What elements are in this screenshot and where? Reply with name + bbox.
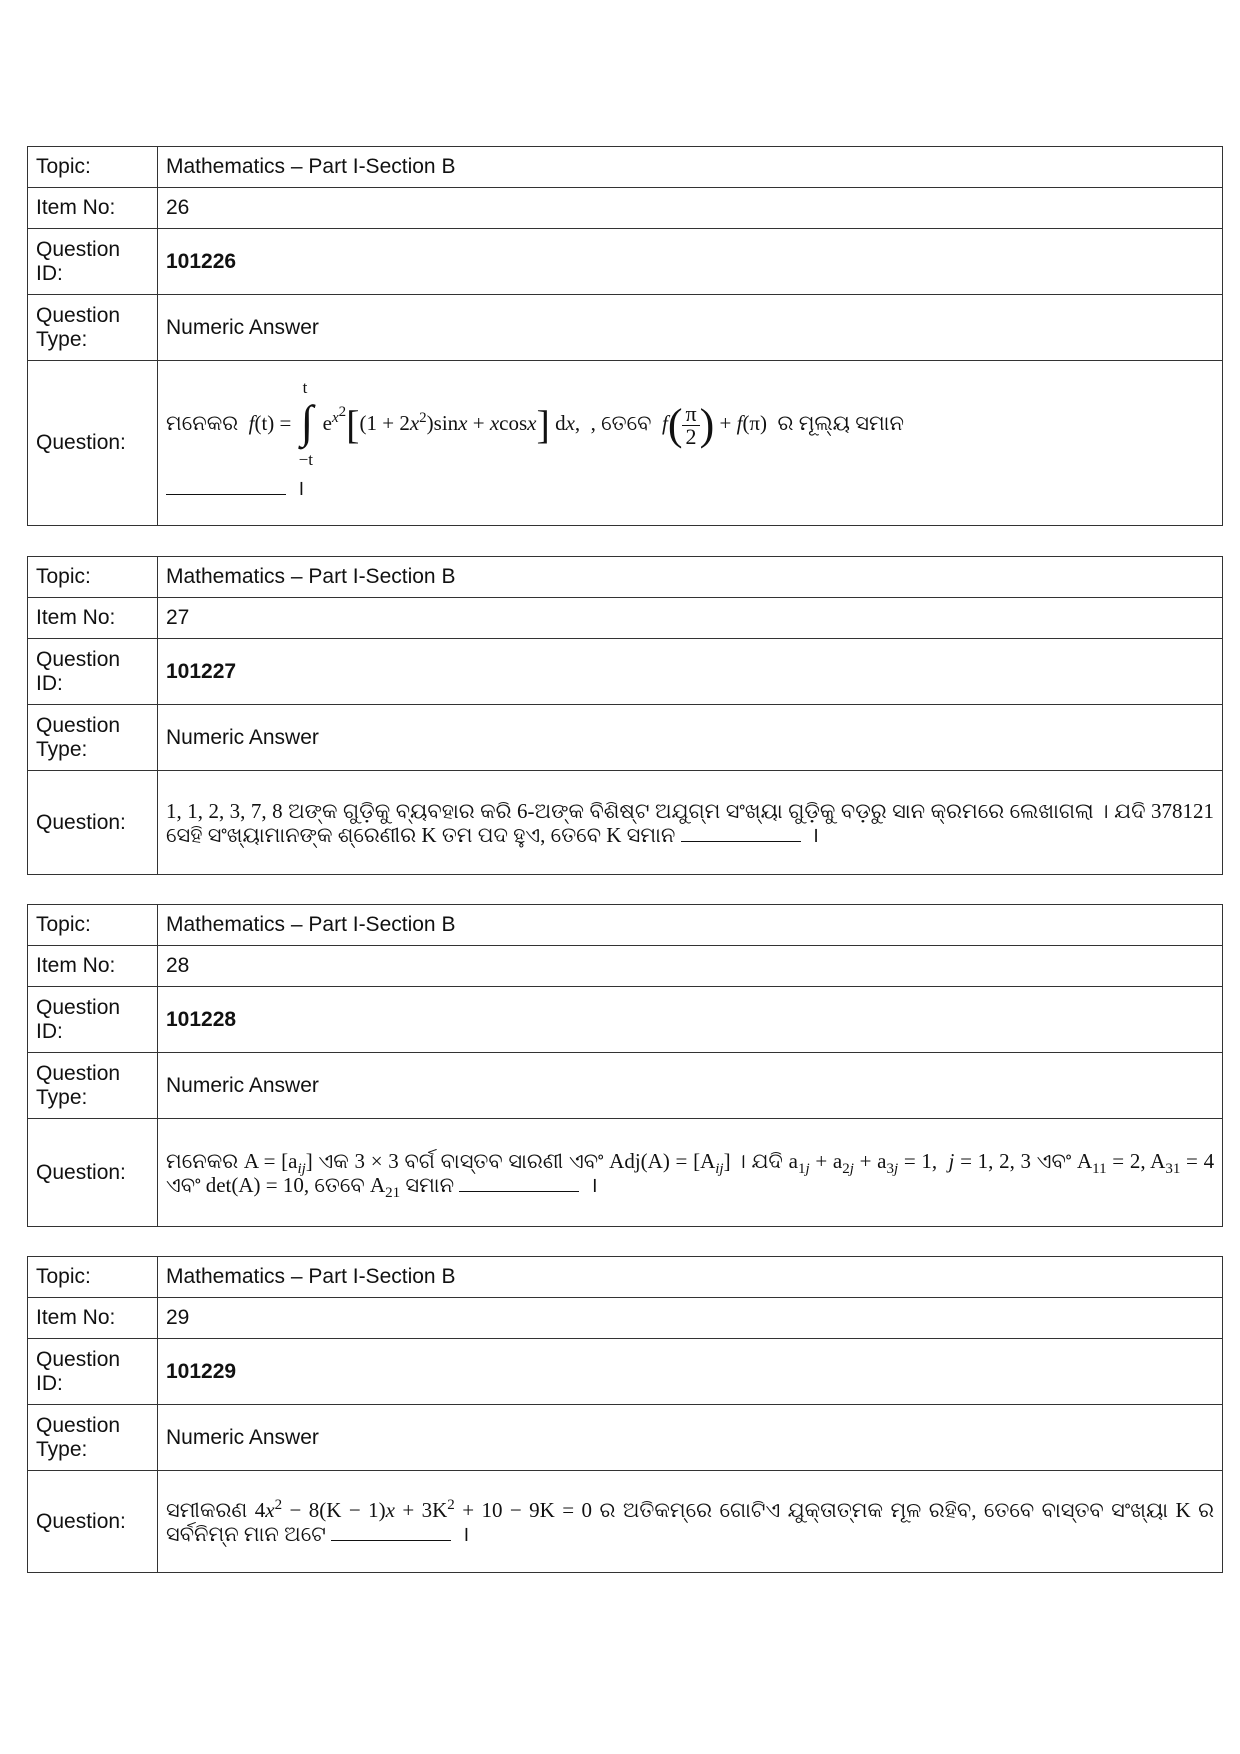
topic-label: Topic: (28, 1257, 158, 1298)
math-expression: f(t) = t ∫ −t $e^{x^2}[(1 + 2x^2)\sin x + xcosx]$ dx, (248, 378, 581, 470)
question-text-part: , ତେବେ (590, 411, 652, 435)
question-text-end: । (296, 476, 305, 500)
topic-label: Topic: (28, 147, 158, 188)
question-text-part: ସମୀକରଣ (166, 1497, 248, 1522)
question-id-value: 101226 (158, 229, 1223, 295)
question-text-end: । (811, 822, 820, 847)
question-table-27 (27, 556, 1223, 875)
question-type-value: Numeric Answer (158, 705, 1223, 771)
math-expression: $A = [a_{ij}]$ (243, 1148, 313, 1177)
topic-value: Mathematics – Part I-Section B (158, 147, 1223, 188)
topic-value: Mathematics – Part I-Section B (158, 1257, 1223, 1298)
question-id-value: 101227 (158, 639, 1223, 705)
question-text-part: ମନେକର (166, 411, 239, 435)
answer-blank (331, 1524, 451, 1541)
math-expression: $A_{11} = 2$, $A_{31} = 4$ (1076, 1148, 1215, 1177)
question-table-26 (27, 146, 1223, 526)
question-text-part: ସମାନ (405, 1172, 455, 1197)
question-id-value: 101228 (158, 987, 1223, 1053)
math-expression: det(A) = 10 (205, 1172, 304, 1197)
question-type-label: Question Type: (28, 1405, 158, 1471)
question-type-value: Numeric Answer (158, 1053, 1223, 1119)
question-table-29 (27, 1256, 1223, 1573)
item-no-value: 26 (158, 188, 1223, 229)
question-table-28 (27, 904, 1223, 1227)
item-no-label: Item No: (28, 188, 158, 229)
question-type-label: Question Type: (28, 705, 158, 771)
question-text (158, 771, 1223, 875)
math-expression: f( $\frac{\pi}{2}$ ) + f(π) (661, 400, 768, 450)
question-text-part: ର ଅତିକମ୍‌ରେ ଗୋଟିଏ ଯୁକ୍ତାତ୍ମକ ମୂଳ ରହିବ, ତେବେ ବାସ୍ତବ ସଂଖ୍ୟା K ର ସର୍ବନିମ୍ନ ମାନ ଅଟେ (166, 1497, 1215, 1546)
math-expression: $a_{1j} + a_{2j} + a_{3j} = 1$, j = 1, 2, 3 (788, 1148, 1032, 1177)
question-text-part: ର ମୂଲ୍ୟ ସମାନ (777, 411, 904, 435)
topic-value: Mathematics – Part I-Section B (158, 905, 1223, 946)
question-label: Question: (28, 771, 158, 875)
question-label: Question: (28, 1119, 158, 1227)
item-no-label: Item No: (28, 1298, 158, 1339)
question-type-value: Numeric Answer (158, 1405, 1223, 1471)
integral-symbol: t ∫ −t (298, 378, 314, 470)
question-id-label: Question ID: (28, 1339, 158, 1405)
question-text-part: ଏକ 3 × 3 ବର୍ଗ ବାସ୍ତବ ସାରଣୀ ଏବଂ (318, 1148, 604, 1173)
question-text-part: , ତେବେ (303, 1172, 365, 1197)
topic-value: Mathematics – Part I-Section B (158, 557, 1223, 598)
question-text-end: । (461, 1521, 470, 1546)
question-text (158, 361, 1223, 526)
question-text-part: । ଯଦି (736, 1148, 783, 1173)
item-no-label: Item No: (28, 598, 158, 639)
question-id-label: Question ID: (28, 639, 158, 705)
topic-label: Topic: (28, 905, 158, 946)
question-id-label: Question ID: (28, 987, 158, 1053)
question-type-value: Numeric Answer (158, 295, 1223, 361)
question-text (158, 1119, 1223, 1227)
question-type-label: Question Type: (28, 295, 158, 361)
question-text (158, 1471, 1223, 1573)
question-text-part: ମନେକର (166, 1148, 239, 1173)
item-no-value: 29 (158, 1298, 1223, 1339)
math-expression: $Adj(A) = [A_{ij}]$ (609, 1148, 731, 1177)
question-id-label: Question ID: (28, 229, 158, 295)
question-text-part: ଏବଂ (1036, 1148, 1072, 1173)
answer-blank (166, 478, 286, 495)
question-label: Question: (28, 1471, 158, 1573)
item-no-label: Item No: (28, 946, 158, 987)
math-expression: $4x^2 - 8(K - 1)x + 3K^2 + 10 - 9K = 0$ (254, 1496, 593, 1522)
question-text-part: ଏବଂ (166, 1172, 201, 1197)
question-text-part: 1, 1, 2, 3, 7, 8 ଅଙ୍କ ଗୁଡ଼ିକୁ ବ୍ୟବହାର କରି 6-ଅଙ୍କ ବିଶିଷ୍ଟ ଅଯୁଗ୍ମ ସଂଖ୍ୟା ଗୁଡ଼ିକୁ ବଡ଼ରୁ ସାନ କ୍ରମରେ ଲେଖାଗଲା । ଯଦି 378121 ସେହି ସଂଖ୍ୟାମାନଙ୍କ ଶ୍ରେଣୀର K ତମ ପଦ ହୁଏ, ତେବେ K ସମାନ (166, 798, 1214, 847)
item-no-value: 27 (158, 598, 1223, 639)
question-text-end: । (589, 1172, 598, 1197)
question-type-label: Question Type: (28, 1053, 158, 1119)
math-expression: $A_{21}$ (369, 1172, 401, 1201)
topic-label: Topic: (28, 557, 158, 598)
answer-blank (459, 1175, 579, 1192)
question-label: Question: (28, 361, 158, 526)
item-no-value: 28 (158, 946, 1223, 987)
answer-blank (681, 825, 801, 842)
question-id-value: 101229 (158, 1339, 1223, 1405)
